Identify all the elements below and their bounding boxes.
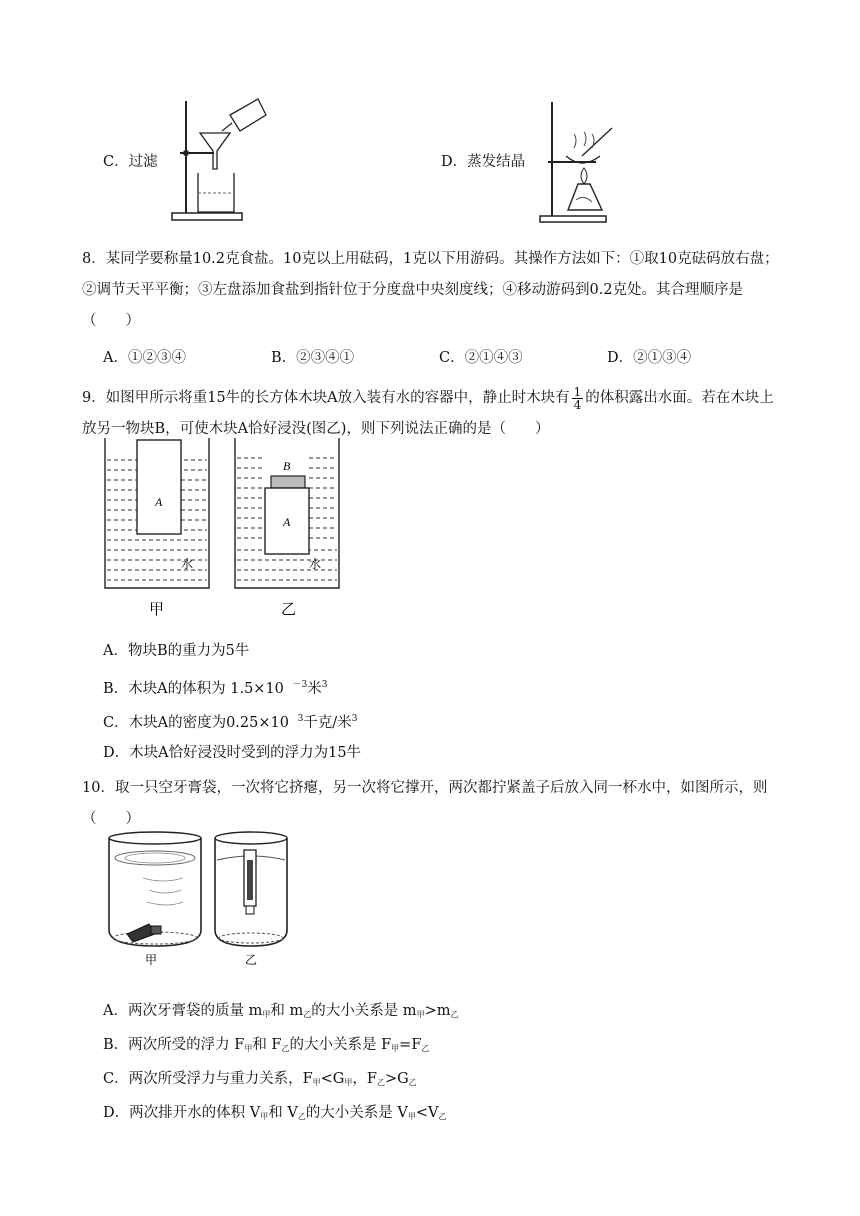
q10-option-d (103, 1103, 447, 1127)
subscript-jia: 甲 (312, 1078, 321, 1087)
subscript-yi: 乙 (450, 1010, 459, 1019)
q10-option-a-part2: 和 m (270, 1003, 304, 1019)
subscript-yi: 乙 (376, 1078, 385, 1087)
q9-option-b-prefix: B．木块A的体积为 1.5×10 (103, 680, 284, 697)
subscript-jia: 甲 (344, 1078, 353, 1087)
q9-fraction-numerator: 1 (573, 384, 582, 399)
q9-fraction (572, 386, 584, 411)
q9-label-jia: 甲 (149, 600, 165, 618)
q10-option-a (103, 1001, 458, 1025)
q10-option-c-part3: ，F (352, 1071, 377, 1087)
q8-option-b: B．②③④① (271, 350, 355, 366)
q9-water-label-right: 水 (309, 557, 322, 571)
q10-option-d-part2: 和 V (268, 1105, 298, 1121)
q9-option-b-unit: 米 (307, 680, 322, 697)
q9-label-yi: 乙 (281, 600, 297, 618)
q10-option-c-part4: >G (384, 1071, 409, 1087)
subscript-jia: 甲 (407, 1112, 416, 1121)
q9-option-c-unit-exponent: 3 (351, 714, 358, 724)
q10-option-b-part2: 和 F (252, 1037, 282, 1053)
q10-option-d-part1: D．两次排开水的体积 V (103, 1105, 261, 1121)
q9-stem-part1: 9．如图甲所示将重15牛的长方体木块A放入装有水的容器中，静止时木块有 (82, 390, 570, 406)
subscript-jia: 甲 (244, 1044, 253, 1053)
q8-stem: 8．某同学要称量10.2克食盐。10克以上用砝码，1克以下用游码。其操作方法如下：①取10克砝码放右盘；②调节天平平衡；③左盘添加食盐到指针位于分度盘中央刻度线；④移动游码到0.2克处。其合理顺序是（ ） (82, 251, 779, 329)
q9-block-b-label: B (283, 459, 291, 473)
q10-option-c-part1: C．两次所受浮力与重力关系，F (103, 1071, 313, 1087)
q9-option-d: D．木块A恰好浸没时受到的浮力为15牛 (103, 745, 362, 761)
q9-block-in-water-figure (103, 432, 343, 622)
subscript-jia: 甲 (391, 1044, 400, 1053)
q10-option-a-part4: >m (424, 1003, 451, 1019)
filtration-apparatus-figure (170, 95, 270, 225)
q9-block-a-label-left: A (155, 495, 163, 509)
q8-option-a: A．①②③④ (103, 350, 186, 366)
q9-water-label-left: 水 (181, 557, 194, 571)
q9-option-b-exponent: －3 (292, 680, 308, 690)
subscript-jia: 甲 (416, 1010, 425, 1019)
subscript-yi: 乙 (297, 1112, 306, 1121)
q9-stem-part2: 的体积露出水面。若在木块上放另一物块B，可使木块A恰好浸没(图乙)，则下列说法正确的是（ ） (82, 390, 774, 437)
q10-option-a-part3: 的大小关系是 m (311, 1003, 417, 1019)
q10-option-d-part3: 的大小关系是 V (305, 1105, 408, 1121)
q9-option-b-unit-exponent: 3 (321, 680, 328, 690)
subscript-jia: 甲 (260, 1112, 269, 1121)
subscript-yi: 乙 (303, 1010, 312, 1019)
q10-option-b-part4: =F (399, 1037, 422, 1053)
q10-label-jia: 甲 (145, 953, 158, 967)
subscript-yi: 乙 (408, 1078, 417, 1087)
q9-block-a-label-right: A (283, 515, 291, 529)
q10-option-b (103, 1035, 429, 1059)
q10-option-b-part3: 的大小关系是 F (289, 1037, 392, 1053)
q10-option-c-part2: <G (320, 1071, 345, 1087)
q10-option-d-part4: <V (415, 1105, 439, 1121)
q10-label-yi: 乙 (245, 953, 258, 967)
q9-fraction-denominator: 4 (573, 397, 582, 412)
q7-option-c: C．过滤 (103, 154, 158, 170)
q9-option-c-prefix: C．木块A的密度为0.25×10 (103, 714, 289, 731)
q9-option-b (103, 675, 327, 699)
q7-option-d: D．蒸发结晶 (441, 154, 526, 170)
q8-option-c: C．②①④③ (439, 350, 523, 366)
q9-option-c-exponent: 3 (297, 714, 304, 724)
subscript-yi: 乙 (421, 1044, 430, 1053)
q10-option-c (103, 1069, 417, 1093)
q10-option-b-part1: B．两次所受的浮力 F (103, 1037, 245, 1053)
q9-option-c-unit: 千克/米 (303, 714, 352, 731)
subscript-yi: 乙 (281, 1044, 290, 1053)
q9-option-c (103, 709, 357, 733)
evaporation-apparatus-figure (538, 98, 638, 228)
subscript-yi: 乙 (438, 1112, 447, 1121)
q9-option-a: A．物块B的重力为5牛 (103, 643, 250, 659)
q10-toothpaste-tube-figure (103, 830, 303, 965)
q10-stem: 10．取一只空牙膏袋，一次将它挤瘪，另一次将它撑开，两次都拧紧盖子后放入同一杯水中，如图所示，则（ ） (82, 780, 768, 827)
q10-option-a-part1: A．两次牙膏袋的质量 m (103, 1003, 263, 1019)
q8-option-d: D．②①③④ (607, 350, 692, 366)
subscript-jia: 甲 (262, 1010, 271, 1019)
